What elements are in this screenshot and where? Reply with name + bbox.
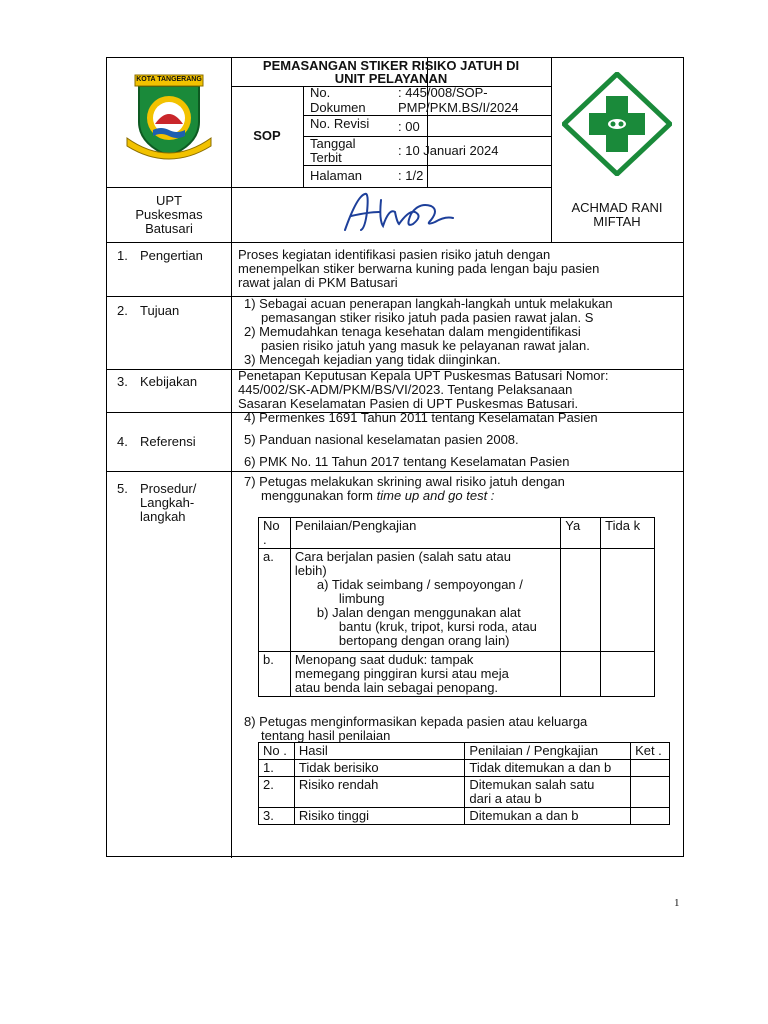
assessment-sub: b) Jalan dengan menggunakan alat bantu (kruk, tripot, kursi roda, atau bertopang dengan orang lain) xyxy=(316,605,537,648)
table-header-row xyxy=(259,518,655,549)
meta-label-halaman: Halaman xyxy=(310,168,363,183)
table-header-row xyxy=(259,743,670,760)
screening-table xyxy=(258,517,655,697)
section-label-pengertian: Pengertian xyxy=(140,248,203,263)
assessment-main: Cara berjalan pasien (salah satu atau lebih) xyxy=(294,549,512,578)
row-penilaian: Ditemukan salah satu dari a atau b xyxy=(465,777,631,808)
signature xyxy=(339,190,459,238)
row-divider xyxy=(107,187,231,188)
row-hasil: Risiko rendah xyxy=(294,777,464,808)
table-row xyxy=(259,808,670,825)
row-no: b. xyxy=(259,652,291,697)
tidak-cell[interactable] xyxy=(601,652,655,697)
meta-label-tanggal-1: Tanggal xyxy=(310,136,356,151)
sop-document-frame xyxy=(106,57,684,857)
assessment-sub: a) Tidak seimbang / sempoyongan / limbung xyxy=(316,577,523,606)
pengertian-line: menempelkan stiker berwarna kuning pada lengan baju pasien xyxy=(238,261,600,276)
row-no: a. xyxy=(259,549,291,652)
meta-label-revisi: No. Revisi xyxy=(310,116,370,131)
kebijakan-line: 445/002/SK-ADM/PKM/BS/VI/2023. Tentang Pelaksanaan xyxy=(238,382,573,397)
step8-line1: 8) Petugas menginformasikan kepada pasien atau keluarga xyxy=(244,714,588,729)
kebijakan-line: Sasaran Keselamatan Pasien di UPT Puskesmas Batusari. xyxy=(238,396,579,411)
section-label-kebijakan: Kebijakan xyxy=(140,374,198,389)
document-title-line1: PEMASANGAN STIKER RISIKO JATUH DI xyxy=(262,58,520,73)
step7-form-name: time up and go test : xyxy=(376,488,495,503)
table-header-cell: Penilaian / Pengkajian xyxy=(465,743,631,760)
table-header-cell: Tida k xyxy=(601,518,655,549)
logo-banner-text: KOTA TANGERANG xyxy=(136,76,202,83)
meta-label-tanggal-2: Terbit xyxy=(310,150,342,165)
step7-line2 xyxy=(261,489,494,503)
tujuan-item: 2) Memudahkan tenaga kesehatan dalam mengidentifikasi xyxy=(244,324,581,339)
section-label-prosedur: Prosedur/ xyxy=(140,481,197,496)
pengertian-line: Proses kegiatan identifikasi pasien risiko jatuh dengan xyxy=(238,247,551,262)
section-label-prosedur: langkah xyxy=(140,509,186,524)
section-label-tujuan: Tujuan xyxy=(140,303,180,318)
meta-value-tanggal: : 10 Januari 2024 xyxy=(398,143,499,158)
section-number: 4. xyxy=(117,434,128,449)
section-number: 3. xyxy=(117,374,128,389)
row-assessment xyxy=(290,549,560,652)
step7-text: menggunakan form xyxy=(261,488,377,503)
meta-value-revisi: : 00 xyxy=(398,119,420,134)
tidak-cell[interactable] xyxy=(601,549,655,652)
column-divider xyxy=(231,58,232,858)
pengertian-line: rawat jalan di PKM Batusari xyxy=(238,275,398,290)
row-penilaian: Tidak ditemukan a dan b xyxy=(465,760,631,777)
signer-name-line1: ACHMAD RANI xyxy=(571,200,663,215)
tujuan-item: 3) Mencegah kejadian yang tidak diinginkan. xyxy=(244,352,501,367)
meta-value-nodokumen-1: : 445/008/SOP- xyxy=(398,85,488,100)
section-label-prosedur: Langkah- xyxy=(140,495,195,510)
kota-tangerang-logo xyxy=(119,72,219,164)
table-row xyxy=(259,652,655,697)
row-hasil: Tidak berisiko xyxy=(294,760,464,777)
row-no: 1. xyxy=(259,760,295,777)
row-no: 3. xyxy=(259,808,295,825)
section-label-referensi: Referensi xyxy=(140,434,196,449)
row-ket xyxy=(631,760,670,777)
result-table xyxy=(258,742,670,825)
signer-name-line2: MIFTAH xyxy=(593,214,641,229)
ya-cell[interactable] xyxy=(561,549,601,652)
table-row xyxy=(259,760,670,777)
row-no: 2. xyxy=(259,777,295,808)
referensi-item: 4) Permenkes 1691 Tahun 2011 tentang Keselamatan Pasien xyxy=(244,410,598,425)
row-divider xyxy=(107,242,683,243)
org-line2: Puskesmas xyxy=(135,207,203,222)
org-line3: Batusari xyxy=(145,221,193,236)
page-number: 1 xyxy=(674,897,680,909)
table-header-cell: Penilaian/Pengkajian xyxy=(290,518,560,549)
meta-value-halaman: : 1/2 xyxy=(398,168,424,183)
row-assessment: Menopang saat duduk: tampak memegang pinggiran kursi atau meja atau benda lain sebagai penopang. xyxy=(290,652,560,697)
tujuan-item-cont: pasien risiko jatuh yang masuk ke pelayanan rawat jalan. xyxy=(261,338,590,353)
section-number: 5. xyxy=(117,481,128,496)
ya-cell[interactable] xyxy=(561,652,601,697)
referensi-item: 5) Panduan nasional keselamatan pasien 2008. xyxy=(244,432,519,447)
table-header-cell: No . xyxy=(259,518,291,549)
sop-label: SOP xyxy=(253,128,281,143)
meta-value-nodokumen-2: PMP/PKM.BS/I/2024 xyxy=(398,100,519,115)
table-header-cell: Ket . xyxy=(631,743,670,760)
row-penilaian: Ditemukan a dan b xyxy=(465,808,631,825)
row-divider xyxy=(303,165,551,166)
meta-label-nodokumen-1: No. xyxy=(310,85,331,100)
step7-line1: 7) Petugas melakukan skrining awal risiko jatuh dengan xyxy=(244,474,565,489)
section-number: 2. xyxy=(117,303,128,318)
table-row xyxy=(259,777,670,808)
org-line1: UPT xyxy=(156,193,182,208)
table-header-cell: Ya xyxy=(561,518,601,549)
section-number: 1. xyxy=(117,248,128,263)
row-divider xyxy=(231,187,551,188)
row-divider xyxy=(107,471,683,472)
kebijakan-line: Penetapan Keputusan Kepala UPT Puskesmas Batusari Nomor: xyxy=(238,368,609,383)
document-title-line2: UNIT PELAYANAN xyxy=(334,71,448,86)
puskesmas-logo xyxy=(562,72,672,176)
row-ket xyxy=(631,777,670,808)
referensi-item: 6) PMK No. 11 Tahun 2017 tentang Keselamatan Pasien xyxy=(244,454,570,469)
tujuan-item: 1) Sebagai acuan penerapan langkah-langkah untuk melakukan xyxy=(244,296,613,311)
table-header-cell: No . xyxy=(259,743,295,760)
row-ket xyxy=(631,808,670,825)
row-hasil: Risiko tinggi xyxy=(294,808,464,825)
step8-line2: tentang hasil penilaian xyxy=(261,728,391,743)
meta-label-nodokumen-2: Dokumen xyxy=(310,100,366,115)
tujuan-item-cont: pemasangan stiker risiko jatuh pada pasien rawat jalan. S xyxy=(261,310,594,325)
table-header-cell: Hasil xyxy=(294,743,464,760)
table-row xyxy=(259,549,655,652)
row-divider xyxy=(231,86,551,87)
